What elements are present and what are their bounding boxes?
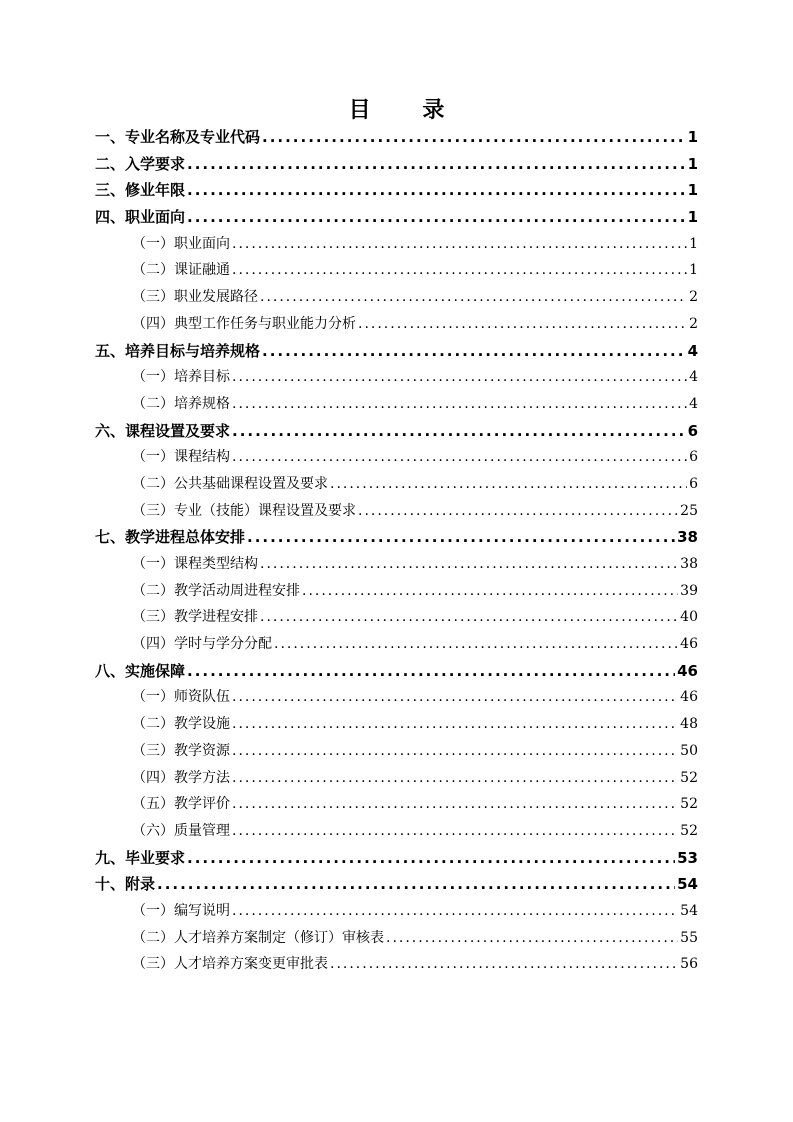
toc-section-entry[interactable] bbox=[95, 871, 698, 898]
toc-subsection-entry[interactable] bbox=[95, 471, 698, 498]
toc-entry-page-number: 55 bbox=[680, 929, 698, 946]
toc-section-entry[interactable] bbox=[95, 338, 698, 365]
toc-entry-page-number: 52 bbox=[680, 822, 698, 839]
dot-leader bbox=[274, 631, 678, 658]
toc-entry-label: （一）职业面向 bbox=[132, 235, 230, 252]
dot-leader bbox=[358, 311, 687, 338]
toc-entry-page-number: 48 bbox=[680, 716, 698, 733]
toc-entry-page-number: 54 bbox=[677, 875, 698, 894]
toc-subsection-entry[interactable] bbox=[95, 925, 698, 952]
toc-entry-page-number: 54 bbox=[680, 902, 698, 919]
toc-entry-label: （五）教学评价 bbox=[132, 796, 230, 813]
toc-entry-page-number: 4 bbox=[687, 341, 698, 360]
toc-entry-label: （二）培养规格 bbox=[132, 395, 230, 412]
dot-leader bbox=[232, 364, 687, 391]
toc-entry-label: （三）教学资源 bbox=[132, 742, 230, 759]
toc-subsection-entry[interactable] bbox=[95, 951, 698, 978]
toc-entry-page-number: 40 bbox=[680, 609, 698, 626]
toc-entry-page-number: 53 bbox=[677, 848, 698, 867]
toc-subsection-entry[interactable] bbox=[95, 578, 698, 605]
toc-subsection-entry[interactable] bbox=[95, 818, 698, 845]
toc-entry-page-number: 1 bbox=[687, 208, 698, 227]
toc-entry-label: （三）人才培养方案变更审批表 bbox=[132, 956, 328, 973]
toc-entry-label: 二、入学要求 bbox=[95, 154, 186, 173]
toc-subsection-entry[interactable] bbox=[95, 898, 698, 925]
toc-entry-page-number: 1 bbox=[687, 154, 698, 173]
toc-entry-label: （三）教学进程安排 bbox=[132, 609, 258, 626]
toc-entry-label: （四）典型工作任务与职业能力分析 bbox=[132, 315, 356, 332]
toc-entry-label: （三）专业（技能）课程设置及要求 bbox=[132, 502, 356, 519]
toc-subsection-entry[interactable] bbox=[95, 231, 698, 258]
toc-subsection-entry[interactable] bbox=[95, 311, 698, 338]
toc-subsection-entry[interactable] bbox=[95, 284, 698, 311]
toc-entry-page-number: 46 bbox=[680, 636, 698, 653]
dot-leader bbox=[260, 551, 678, 578]
toc-subsection-entry[interactable] bbox=[95, 684, 698, 711]
dot-leader bbox=[232, 391, 687, 418]
dot-leader bbox=[232, 231, 687, 258]
dot-leader bbox=[232, 818, 678, 845]
dot-leader bbox=[262, 124, 686, 151]
toc-entry-label: （一）课程类型结构 bbox=[132, 556, 258, 572]
toc-entry-label: 十、附录 bbox=[95, 875, 156, 894]
toc-entry-page-number: 1 bbox=[687, 128, 698, 146]
dot-leader bbox=[330, 471, 687, 498]
toc-entry-label: （一）师资队伍 bbox=[132, 689, 230, 706]
dot-leader bbox=[187, 151, 686, 178]
dot-leader bbox=[187, 204, 686, 231]
toc-entry-page-number: 38 bbox=[677, 528, 698, 547]
toc-section-entry[interactable] bbox=[95, 658, 698, 685]
dot-leader bbox=[260, 284, 687, 311]
toc-entry-page-number: 50 bbox=[680, 742, 698, 759]
toc-title: 目 录 bbox=[348, 98, 467, 123]
toc-section-entry[interactable] bbox=[95, 204, 698, 231]
toc-entry-page-number: 38 bbox=[680, 556, 698, 572]
dot-leader bbox=[247, 524, 675, 551]
toc-entry-page-number: 52 bbox=[680, 796, 698, 813]
toc-entry-label: （二）课证融通 bbox=[132, 262, 230, 279]
toc-entry-page-number: 6 bbox=[687, 421, 698, 440]
dot-leader bbox=[232, 444, 687, 471]
toc-entry-label: （二）公共基础课程设置及要求 bbox=[132, 475, 328, 492]
toc-entry-page-number: 2 bbox=[689, 289, 698, 306]
toc-entry-label: （二）人才培养方案制定（修订）审核表 bbox=[132, 929, 384, 946]
toc-entry-label: （一）培养目标 bbox=[132, 369, 230, 386]
toc-entry-label: 九、毕业要求 bbox=[95, 848, 186, 867]
toc-entry-label: （六）质量管理 bbox=[132, 822, 230, 839]
toc-section-entry[interactable] bbox=[95, 151, 698, 178]
dot-leader bbox=[232, 898, 678, 925]
toc-entry-label: 七、教学进程总体安排 bbox=[95, 528, 246, 547]
table-of-contents bbox=[95, 124, 698, 978]
dot-leader bbox=[386, 925, 678, 952]
dot-leader bbox=[232, 765, 678, 792]
toc-section-entry[interactable] bbox=[95, 177, 698, 204]
dot-leader bbox=[358, 498, 678, 525]
toc-entry-label: （四）教学方法 bbox=[132, 769, 230, 786]
toc-section-entry[interactable] bbox=[95, 418, 698, 445]
dot-leader bbox=[232, 711, 678, 738]
toc-entry-page-number: 56 bbox=[680, 956, 698, 973]
toc-entry-page-number: 6 bbox=[689, 475, 698, 492]
toc-subsection-entry[interactable] bbox=[95, 444, 698, 471]
toc-entry-label: 五、培养目标与培养规格 bbox=[95, 341, 261, 360]
dot-leader bbox=[232, 418, 686, 445]
dot-leader bbox=[187, 845, 675, 872]
toc-entry-label: （三）职业发展路径 bbox=[132, 289, 258, 306]
toc-subsection-entry[interactable] bbox=[95, 257, 698, 284]
toc-entry-page-number: 6 bbox=[689, 449, 698, 466]
toc-entry-page-number: 1 bbox=[689, 235, 698, 252]
toc-entry-page-number: 2 bbox=[689, 315, 698, 332]
toc-section-entry[interactable] bbox=[95, 124, 698, 151]
toc-entry-label: 一、专业名称及专业代码 bbox=[95, 128, 261, 146]
dot-leader bbox=[232, 257, 687, 284]
toc-entry-label: （一）编写说明 bbox=[132, 902, 230, 919]
toc-entry-page-number: 1 bbox=[689, 262, 698, 279]
toc-entry-label: （四）学时与学分分配 bbox=[132, 636, 272, 653]
toc-subsection-entry[interactable] bbox=[95, 391, 698, 418]
toc-entry-page-number: 46 bbox=[677, 661, 698, 680]
dot-leader bbox=[262, 338, 686, 365]
dot-leader bbox=[187, 658, 675, 685]
toc-entry-page-number: 4 bbox=[689, 395, 698, 412]
dot-leader bbox=[260, 604, 678, 631]
toc-entry-page-number: 46 bbox=[680, 689, 698, 706]
toc-subsection-entry[interactable] bbox=[95, 631, 698, 658]
toc-subsection-entry[interactable] bbox=[95, 791, 698, 818]
dot-leader bbox=[157, 871, 675, 898]
dot-leader bbox=[232, 738, 678, 765]
toc-entry-label: 三、修业年限 bbox=[95, 181, 186, 200]
toc-entry-label: 六、课程设置及要求 bbox=[95, 421, 231, 440]
dot-leader bbox=[232, 791, 678, 818]
dot-leader bbox=[330, 951, 678, 978]
toc-entry-label: 四、职业面向 bbox=[95, 208, 186, 227]
toc-subsection-entry[interactable] bbox=[95, 364, 698, 391]
toc-subsection-entry[interactable] bbox=[95, 738, 698, 765]
toc-section-entry[interactable] bbox=[95, 845, 698, 872]
toc-subsection-entry[interactable] bbox=[95, 551, 698, 578]
toc-entry-page-number: 39 bbox=[680, 582, 698, 599]
toc-subsection-entry[interactable] bbox=[95, 498, 698, 525]
toc-section-entry[interactable] bbox=[95, 524, 698, 551]
toc-subsection-entry[interactable] bbox=[95, 604, 698, 631]
toc-entry-page-number: 25 bbox=[680, 502, 698, 519]
toc-entry-label: （二）教学设施 bbox=[132, 716, 230, 733]
toc-subsection-entry[interactable] bbox=[95, 765, 698, 792]
toc-entry-page-number: 4 bbox=[689, 369, 698, 386]
toc-entry-label: 八、实施保障 bbox=[95, 661, 186, 680]
dot-leader bbox=[187, 177, 686, 204]
toc-subsection-entry[interactable] bbox=[95, 711, 698, 738]
dot-leader bbox=[232, 684, 678, 711]
toc-entry-label: （一）课程结构 bbox=[132, 449, 230, 466]
toc-entry-page-number: 52 bbox=[680, 769, 698, 786]
toc-entry-page-number: 1 bbox=[687, 181, 698, 200]
toc-entry-label: （二）教学活动周进程安排 bbox=[132, 582, 300, 599]
dot-leader bbox=[302, 578, 678, 605]
